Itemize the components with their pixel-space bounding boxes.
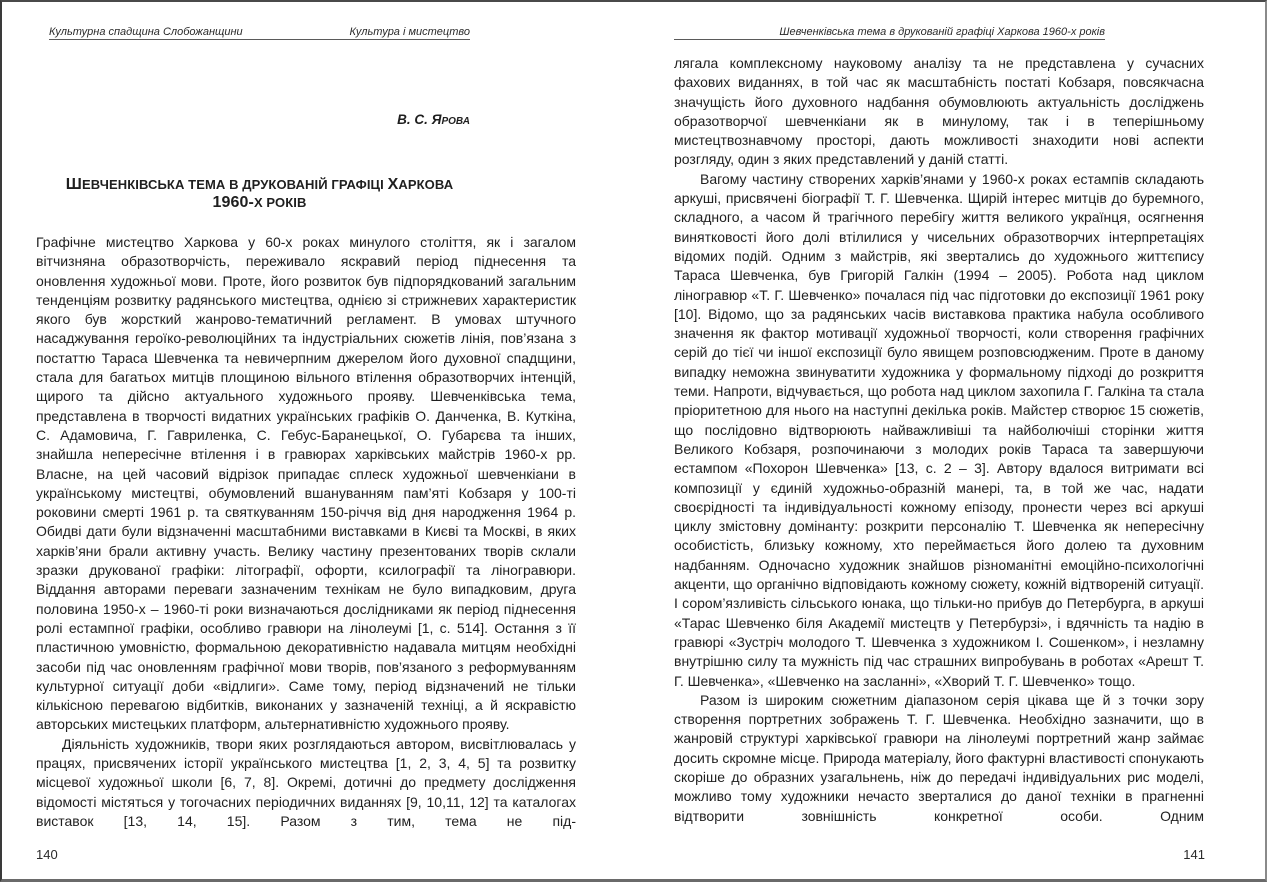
title-cap-3: 1960- [212,194,254,211]
paragraph: Разом із широким сюжетним діапазоном серія цікава ще й з точки зору створення портретних зображень Т. Г. Шевченка. Необхідно зазначити, що в жанровій структурі харківської гравюри на лінолеумі портретний жанр займає досить скромне місце. Природа матеріалу, його фактурні властивості спонукають скоріше до образних узагальнень, ніж до передачі індивідуальних рис моделі, можливо тому художники нечасто зверталися до даної техніки в прагненні відтворити зовнішність конкретної особи. Одним [674,691,1205,824]
right-page [633,0,1267,879]
page-number: 141 [1183,847,1205,862]
left-running-head [49,21,470,40]
running-head-journal: Культурна спадщина Слобожанщини [49,26,243,38]
paragraph: лягала комплексному науковому аналізу та не представлена у сучасних фахових виданнях, в той час як масштабність постаті Кобзаря, повсякчасна значущість його духовного надбання обумовлюють актуальність досліджень образотворчої шевченкіани як в минулому, так і в теперішньому мистецтвознавчому просторі, дають можливості знаходити нові аспекти розгляду, один з яких представлений у даній статті. [674,55,1204,168]
page-number: 140 [36,847,58,862]
paragraph: Діяльність художників, твори яких розглядаються автором, висвітлювалась у працях, присвячених історії українського мистецтва [1, 2, 3, 4, 5] та розвитку місцевої художньої школи [6, 7, 8]. Окремі, дотичні до предмету дослідження відомості містяться у тогочасних періодичних виданнях [9, 10,11, 12] та каталогах виставок [13, 14, 15]. Разом з тим, тема не під- [36,735,576,829]
right-running-head [674,21,1105,40]
title-cap-2: Х [387,176,399,193]
paragraph: Графічне мистецтво Харкова у 60-х роках минулого століття, як і загалом вітчизняна образотворчість, переживало яскравий період піднесення та оновлення художньої мови. Проте, його розвиток був підпорядкований загальним тенденціям розвитку радянського мистецтва, однією зі стрижневих характеристик якого був жорсткий жанрово-тематичний регламент. В умовах штучного насаджування героїко-революційних та індустріальних сюжетів лінія, пов’язана з постаттю Тараса Шевченка та невичерпним джерелом його духовної спадщини, стала для багатьох митців площиною вільного втілення образотворчих інтенцій, щирого та дійсно актуального художнього прояву. Шевченківська тема, представлена в творчості видатних українських графіків О. Данченка, В. Куткіна, С. Адамовича, Г. Гавриленка, С. Гебус-Баранецької, О. Губарєва та інших, знайшла непересічне втілення і в гравюрах харківських майстрів 1960-х рр. Власне, на цей часовий відрізок припадає сплеск художньої шевченкіани в українському мистецтві, обумовлений вшануванням пам’яті Кобзаря у 100-ті роковини смерті 1961 р. та святкуванням 150-річчя від дня народження 1964 р. Обидві дати були відзначенні масштабними виставками в Києві та Москві, в яких харків’яни брали активну участь. Велику частину презентованих творів склали зразки друкованої графіки: літографії, офорти, ксилографії та ліногравюри. Віддання авторами переваги зазначеним технікам не було випадковим, друга половина 1950-х – 1960-ті роки визначаються дослідниками як період піднесення ролі естампної графіки, особливо гравюри на лінолеумі [1, с. 514]. Остання з її пластичною умовністю, формальною декоративністю надавала митцям необхідні засоби під час оновленням графічної мови творів, пов’язаного з реформуванням культурної ситуації доби «відлиги». Саме тому, період відзначений не тільки кількісною перевагою відбитків, виконаних у зазначеній техніці, а й яскравістю авторських мистецьких платформ, альтернативністю художнього прояву. [36,234,576,733]
left-page [0,0,633,879]
right-body-text [674,54,1204,826]
running-head-section: Культура і мистецтво [349,26,470,38]
left-body-text [36,233,576,831]
title-text-2: АРКОВА [398,177,454,192]
title-cap-1: Ш [65,176,82,193]
title-text-3: Х РОКІВ [253,195,307,210]
author-surname-smallcaps: РОВА [441,116,470,127]
running-head-article-title: Шевченківська тема в друкованій графіці Харкова 1960-х років [779,26,1105,38]
paragraph: Вагому частину створених харків’янами у 1960-х роках естампів складають аркуші, присвячені біографії Т. Г. Шевченка. Щирій інтерес митців до буремного, складного, а часом й трагічного перебігу життя великого українця, осягнення винятковості його долі втілилися у чисельних образотворчих інтерпретаціях відомих подій. Одним з майстрів, які звертались до художнього життєпису Тараса Шевченка, був Григорій Галкін (1994 – 2005). Робота над циклом ліногравюр «Т. Г. Шевченко» почалася під час підготовки до експозиції 1961 року [10]. Відомо, що за радянських часів виставкова практика набула особливого значення як фактор мотивації художньої творчості, коли створення графічних серій до тієї чи іншої експозиції було явищем розповсюдженим. Проте в даному випадку неможна звинуватити художника у формальному підході до розкриття теми. Напроти, відчувається, що робота над циклом захопила Г. Галкіна та стала пріоритетною для нього на наступні декілька років. Майстер створює 15 сюжетів, що послідовно відтворюють найважливіші та найболючіші сторінки життя Великого Кобзаря, розпочинаючи з молодих років Тараса та завершуючи естампом «Похорон Шевченка» [13, с. 2 – 3]. Автору вдалося витримати всі композиції у єдиній художньо-образній манері, та, в той же час, надати своєрідності та індивідуальності кожному епізоду, пронести через всі аркуші циклу змістовну домінанту: розкрити персоналію Т. Шевченка як непересічну особистість, близьку кожному, хто переймається його долею та духовним надбанням. Одночасно художник знайшов різноманітні емоційно-психологічні акценти, що органічно відповідають кожному сюжету, кожній відтвореній ситуації. І сором’язливість сільського юнака, що тільки-но прибув до Петербурга, в аркуші «Тарас Шевченко біля Академії мистецтв у Петербурзі», і вдячність та надію в гравюрі «Зустріч молодого Т. Шевченка з художником І. Сошенком», і незламну внутрішню силу та мужність під час страшних випробувань в роботах «Арешт Т. Г. Шевченка», «Шевченко на засланні», «Хворий Т. Г. Шевченко» тощо. [674,170,1204,689]
article-title [49,176,470,212]
author-initials: В. С. Я [397,112,442,127]
title-text-1: ЕВЧЕНКІВСЬКА ТЕМА В ДРУКОВАНІЙ ГРАФІЦІ [81,177,388,192]
article-author [49,112,470,127]
